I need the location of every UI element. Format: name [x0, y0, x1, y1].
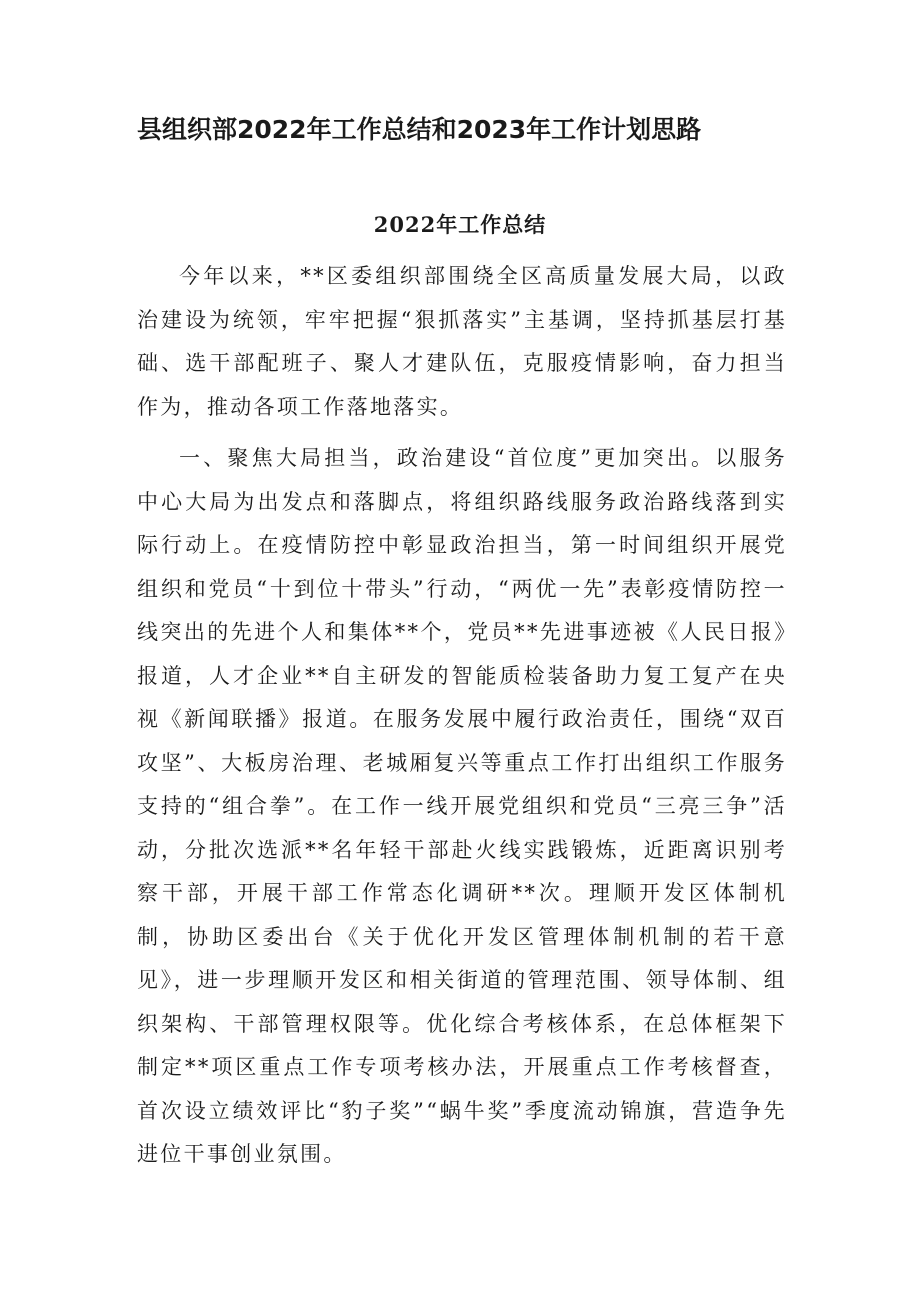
document-title: 县组织部2022年工作总结和2023年工作计划思路 — [137, 115, 702, 144]
paragraph-section-one: 一、聚焦大局担当，政治建设“首位度”更加突出。以服务中心大局为出发点和落脚点，将组织路线服务政治路线落到实际行动上。在疫情防控中彰显政治担当，第一时间组织开展党组织和党员“十到位十带头”行动，“两优一先”表彰疫情防控一线突出的先进个人和集体**个，党员**先进事迹被《人民日报》报道，人才企业**自主研发的智能质检装备助力复工复产在央视《新闻联播》报道。在服务发展中履行政治责任，围绕“双百攻坚”、大板房治理、老城厢复兴等重点工作打出组织工作服务支持的“组合拳”。在工作一线开展党组织和党员“三亮三争”活动，分批次选派**名年轻干部赴火线实践锻炼，近距离识别考察干部，开展干部工作常态化调研**次。理顺开发区体制机制，协助区委出台《关于优化开发区管理体制机制的若干意见》，进一步理顺开发区和相关街道的管理范围、领导体制、组织架构、干部管理权限等。优化综合考核体系，在总体框架下制定**项区重点工作专项考核办法，开展重点工作考核督查，首次设立绩效评比“豹子奖”“蜗牛奖”季度流动锦旗，营造争先进位干事创业氛围。 — [137, 446, 787, 1166]
section-heading: 2022年工作总结 — [373, 212, 547, 237]
document-body — [137, 255, 787, 1177]
paragraph-intro: 今年以来，**区委组织部围绕全区高质量发展大局，以政治建设为统领，牢牢把握“狠抓落实”主基调，坚持抓基层打基础、选干部配班子、聚人才建队伍，克服疫情影响，奋力担当作为，推动各项工作落地落实。 — [137, 264, 787, 419]
